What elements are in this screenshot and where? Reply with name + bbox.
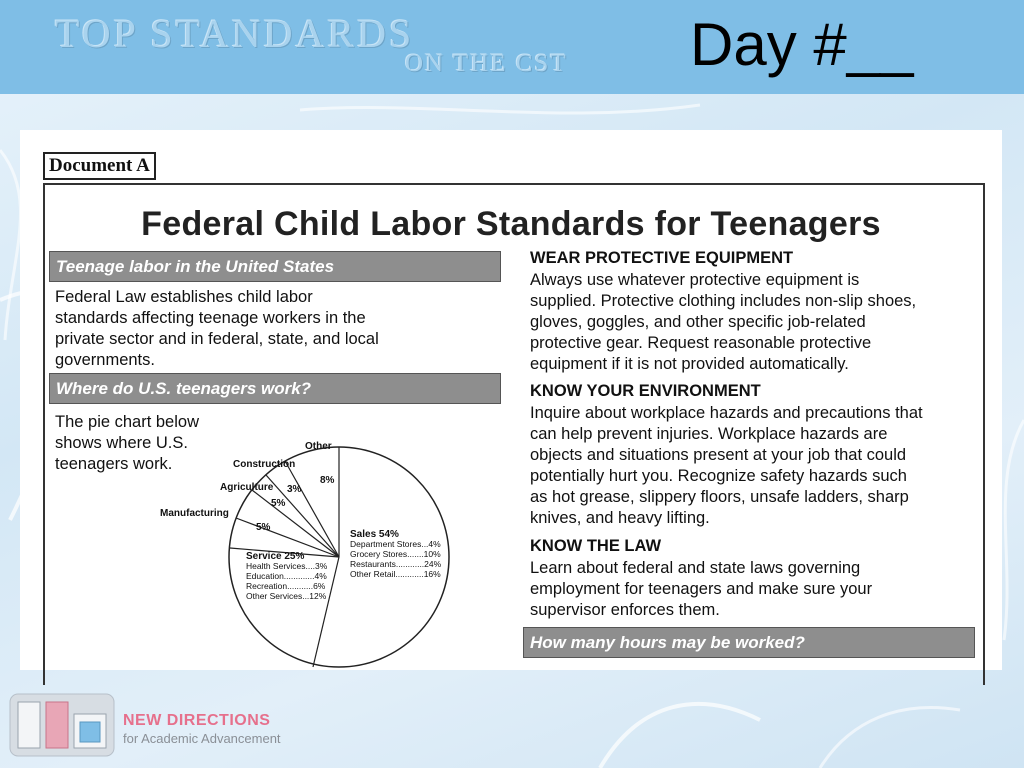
new-directions-logo: [8, 690, 116, 760]
text-line: objects and situations present at your job that could: [530, 446, 907, 464]
text-line: as hot grease, slippery floors, unsafe ladders, sharp: [530, 488, 909, 506]
document-label: Document A: [43, 152, 156, 180]
pie-sales-item: Grocery Stores.......10%: [350, 549, 441, 559]
pie-sales-heading: Sales 54%: [350, 529, 399, 540]
section1-line: private sector and in federal, state, and local: [55, 330, 379, 348]
text-line: Always use whatever protective equipment is: [530, 271, 860, 289]
pie-sales-item: Department Stores...4%: [350, 539, 441, 549]
environment-text: [530, 403, 923, 529]
section2-line: The pie chart below: [55, 413, 199, 431]
pie-label-agriculture: Agriculture: [220, 482, 274, 493]
header-banner: [0, 0, 1024, 94]
section-bar-teenage-labor: Teenage labor in the United States: [49, 251, 501, 282]
text-line: can help prevent injuries. Workplace hazards are: [530, 425, 888, 443]
text-line: Learn about federal and state laws governing: [530, 559, 861, 577]
know-the-law-text: [530, 558, 872, 621]
text-line: knives, and heavy lifting.: [530, 509, 710, 527]
section2-line: shows where U.S.: [55, 434, 188, 452]
org-tagline: for Academic Advancement: [123, 731, 281, 746]
pie-pct-other: 8%: [320, 475, 335, 486]
pie-service-item: Recreation...........6%: [246, 581, 326, 591]
pie-pct-agriculture: 3%: [287, 484, 302, 495]
section1-text: [55, 287, 379, 371]
pie-label-construction: Construction: [233, 459, 296, 470]
text-line: potentially hurt you. Recognize safety hazards such: [530, 467, 907, 485]
section2-line: teenagers work.: [55, 455, 173, 473]
protective-equipment-text: [530, 270, 916, 375]
text-line: supervisor enforces them.: [530, 601, 720, 619]
pie-service-item: Health Services....3%: [246, 561, 328, 571]
logo-mark-icon: [8, 690, 116, 760]
pie-label-other: Other: [305, 441, 332, 452]
text-line: gloves, goggles, and other specific job-related: [530, 313, 866, 331]
section1-line: standards affecting teenage workers in the: [55, 309, 366, 327]
heading-protective-equipment: WEAR PROTECTIVE EQUIPMENT: [530, 249, 794, 267]
pie-label-manufacturing: Manufacturing: [160, 508, 229, 519]
heading-know-the-law: KNOW THE LAW: [530, 537, 662, 555]
brand-title: TOP STANDARDS: [55, 11, 415, 56]
pie-service-item: Other Services...12%: [246, 591, 327, 601]
text-line: Inquire about workplace hazards and precautions that: [530, 404, 923, 422]
document-title: Federal Child Labor Standards for Teenagers: [141, 205, 881, 243]
pie-service-heading: Service 25%: [246, 551, 305, 562]
org-name: NEW DIRECTIONS: [123, 712, 271, 729]
text-line: supplied. Protective clothing includes non-slip shoes,: [530, 292, 917, 310]
text-line: protective gear. Request reasonable protective: [530, 334, 872, 352]
document-panel: [20, 130, 1002, 670]
pie-sales-item: Other Retail............16%: [350, 569, 441, 579]
day-label: Day #__: [690, 11, 914, 78]
pie-pct-manufacturing: 5%: [256, 522, 271, 533]
pie-sales-item: Restaurants............24%: [350, 559, 442, 569]
pie-pct-construction: 5%: [271, 498, 286, 509]
pie-service-item: Education.............4%: [246, 571, 327, 581]
section-bar-hours-worked: How many hours may be worked?: [523, 627, 975, 658]
text-line: equipment if it is not provided automatically.: [530, 355, 849, 373]
section1-line: Federal Law establishes child labor: [55, 288, 313, 306]
brand-subtitle: ON THE CST: [405, 50, 568, 77]
workplace-pie-chart: [150, 435, 500, 675]
section1-line: governments.: [55, 351, 155, 369]
heading-environment: KNOW YOUR ENVIRONMENT: [530, 382, 761, 400]
text-line: employment for teenagers and make sure your: [530, 580, 873, 598]
section-bar-where-work: Where do U.S. teenagers work?: [49, 373, 501, 404]
